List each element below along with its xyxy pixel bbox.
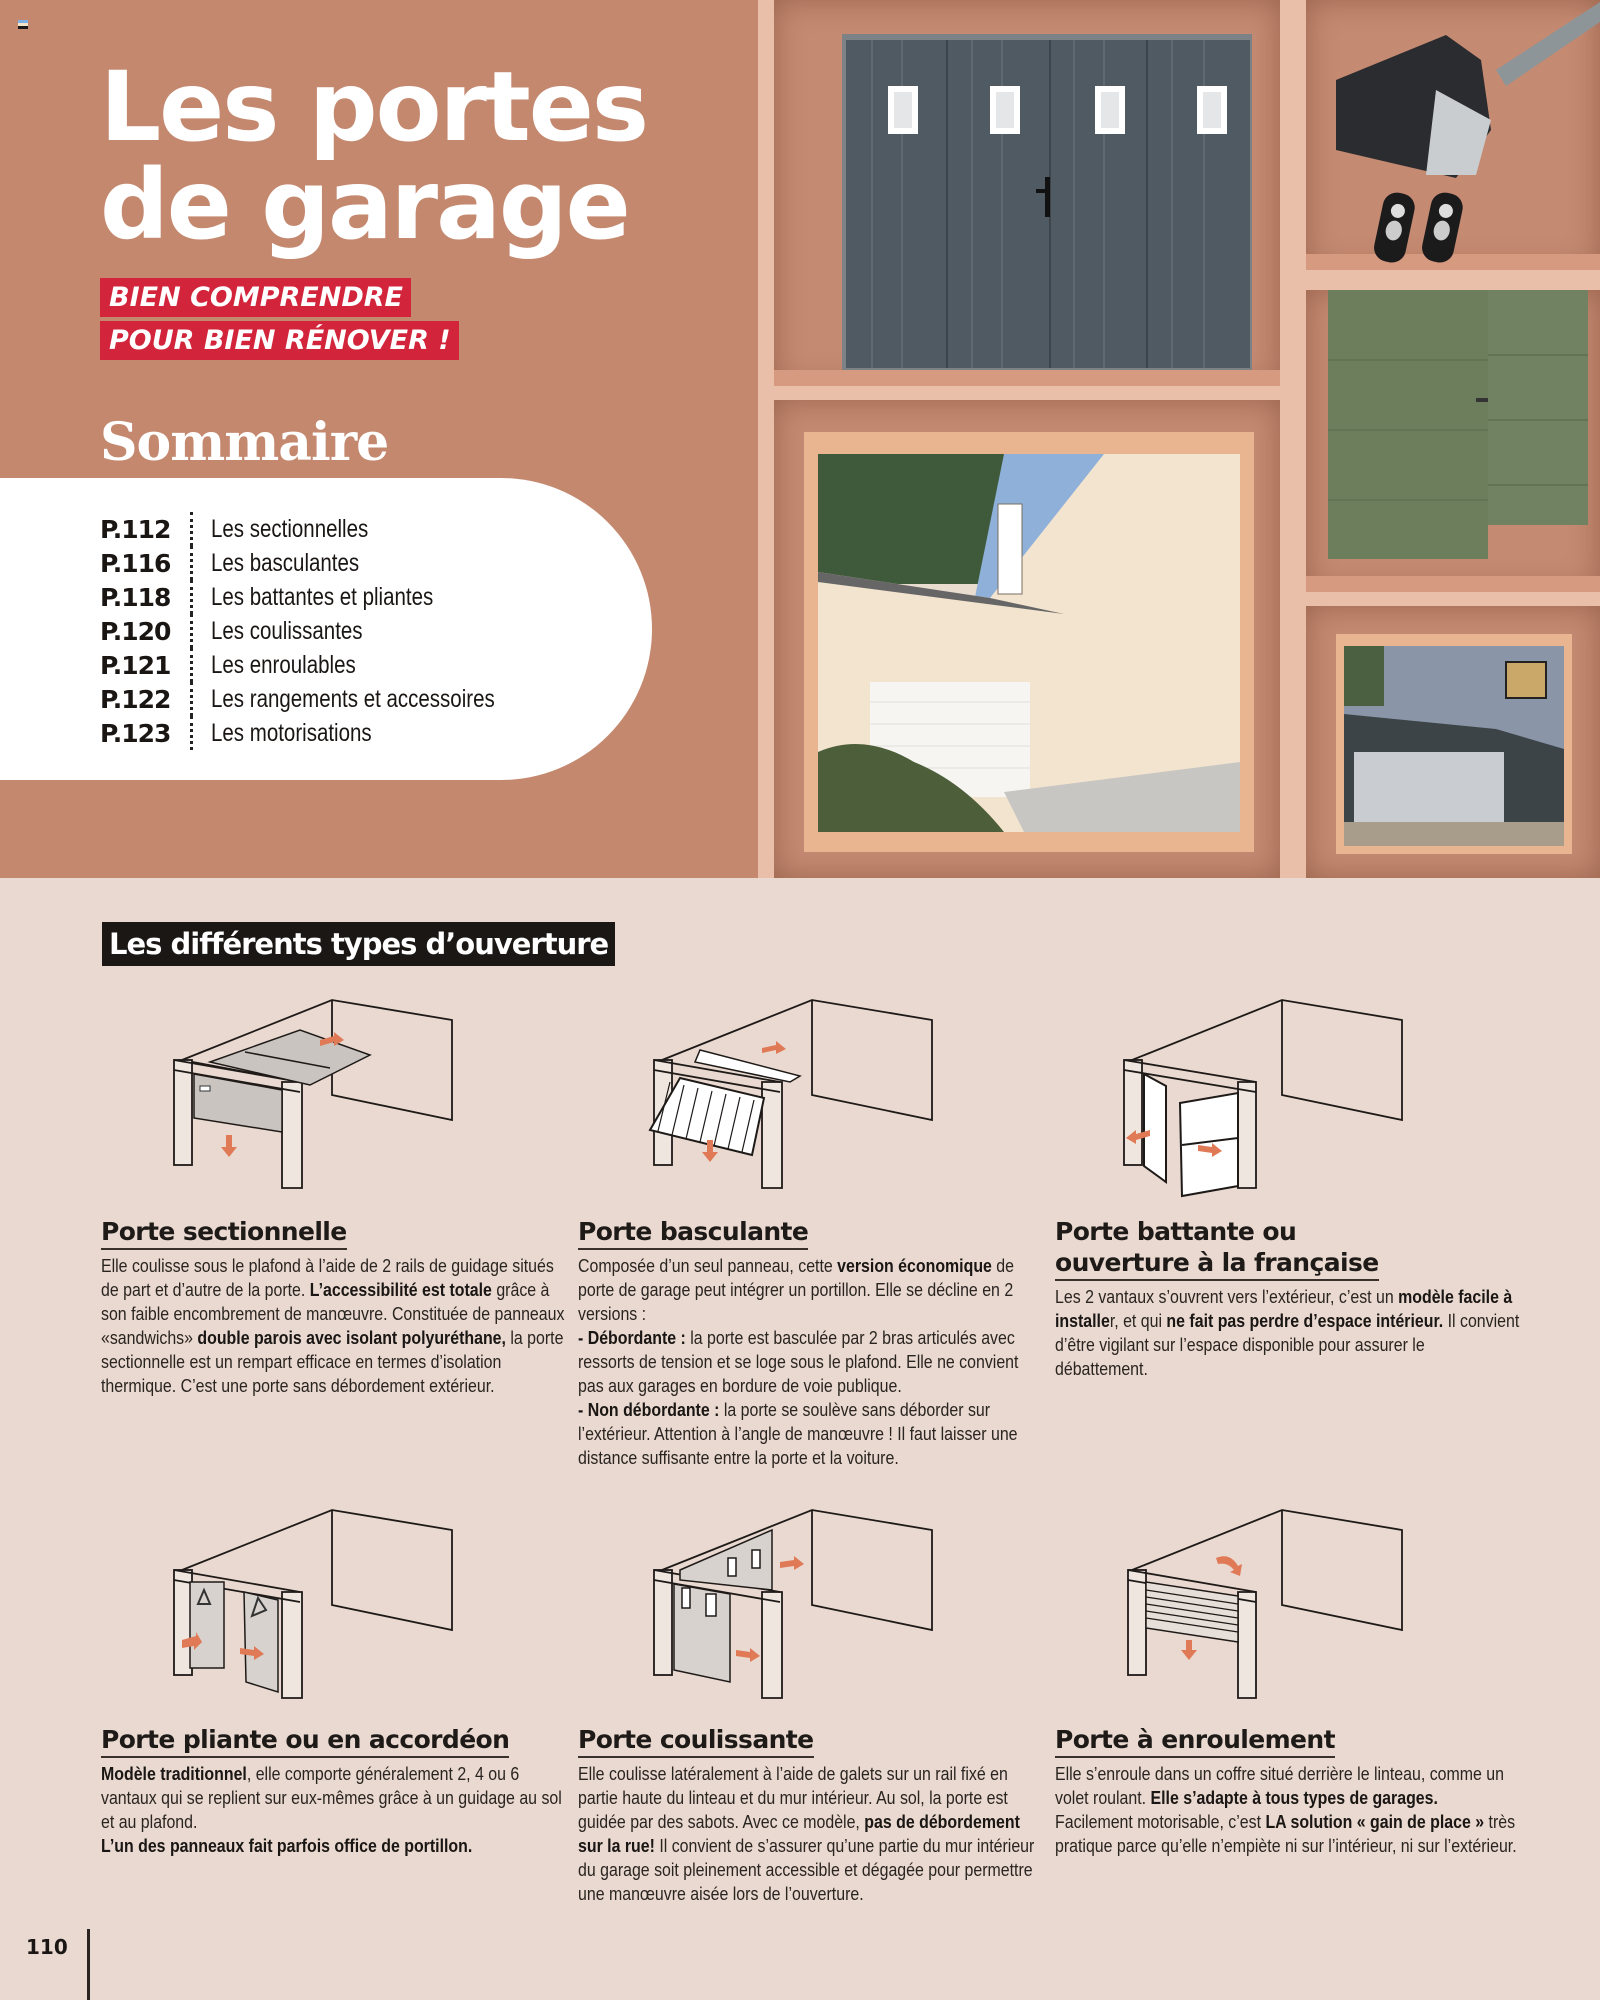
type-sliding bbox=[578, 1724, 1038, 1906]
toc-item[interactable] bbox=[100, 648, 557, 682]
type-title: Porte à enroulement bbox=[1055, 1724, 1335, 1758]
type-description: Elle coulisse sous le plafond à l’aide de 2 rails de guidage situés de part et d’autre de la porte. L’accessibilité est totale grâce à son faible encombrement de manœuvre. Constituée de panneaux «sandwichs» double parois avec isolant polyuréthane, la porte sectionnelle est un rempart efficace en termes d’isolation thermique. C’est une porte sans débordement extérieur. bbox=[101, 1255, 565, 1396]
type-folding bbox=[101, 1724, 561, 1858]
dotted-separator bbox=[190, 682, 193, 716]
sectional-door-illustration bbox=[160, 990, 470, 1200]
toc-page: P.120 bbox=[100, 616, 171, 646]
sliding-door-illustration bbox=[640, 1500, 950, 1710]
toc-item[interactable] bbox=[100, 546, 557, 580]
page-number: 110 bbox=[26, 1935, 68, 1959]
toc-label: Les sectionnelles bbox=[211, 514, 369, 543]
table-of-contents bbox=[100, 512, 557, 750]
toc-label: Les battantes et pliantes bbox=[211, 582, 434, 611]
type-title: Porte coulissante bbox=[578, 1724, 814, 1758]
flag-icon bbox=[18, 20, 28, 29]
toc-item[interactable] bbox=[100, 580, 557, 614]
type-title: Porte basculante bbox=[578, 1216, 808, 1250]
type-description: Modèle traditionnel, elle comporte généralement 2, 4 ou 6 vantaux qui se replient sur eux-mêmes grâce à un guidage au sol et au plafond. L’un des panneaux fait parfois office de portillon. bbox=[101, 1763, 562, 1856]
toc-page: P.116 bbox=[100, 548, 171, 578]
toc-label: Les motorisations bbox=[211, 718, 372, 747]
toc-page: P.118 bbox=[100, 582, 171, 612]
type-title: Porte pliante ou en accordéon bbox=[101, 1724, 509, 1758]
toc-label: Les enroulables bbox=[211, 650, 356, 679]
shelf bbox=[774, 370, 1280, 386]
type-swing bbox=[1055, 1216, 1520, 1381]
swing-door-illustration bbox=[1110, 990, 1420, 1200]
page-title bbox=[100, 51, 647, 261]
type-title: Porte sectionnelle bbox=[101, 1216, 347, 1250]
white-sectional-door-image bbox=[804, 432, 1254, 852]
type-description: Composée d’un seul panneau, cette version économique de porte de garage peut intégrer un portillon. Elle se décline en 2 versions : - Débordante : la porte est basculée par 2 bras articulés avec ressorts de tension et se loge sous le plafond. Elle ne convient pas aux garages en bordure de voie publique. - Non débordante : la porte se soulève sans déborder sur l’extérieur. Attention à l’angle de manœuvre ! Il faut laisser une distance suffisante entre la porte et la voiture. bbox=[578, 1255, 1019, 1468]
toc-item[interactable] bbox=[100, 512, 557, 546]
type-sectional bbox=[101, 1216, 565, 1398]
dotted-separator bbox=[190, 648, 193, 682]
garage-motor-image bbox=[1306, 0, 1600, 270]
photo-grid bbox=[758, 0, 1600, 878]
dotted-separator bbox=[190, 716, 193, 750]
toc-page: P.123 bbox=[100, 718, 171, 748]
photo-cell-modern-house bbox=[1306, 606, 1600, 878]
summary-title: Sommaire bbox=[100, 412, 389, 473]
green-door-image bbox=[1328, 290, 1590, 560]
dotted-separator bbox=[190, 546, 193, 580]
tagline bbox=[100, 278, 459, 364]
type-description: Elle coulisse latéralement à l’aide de galets sur un rail fixé en partie haute du linteau et du mur intérieur. Au sol, la porte est guidée par des sabots. Avec ce modèle, pas de débordement sur la rue! Il convient de s’assurer qu’une partie du mur intérieur du garage soit pleinement accessible et dégagée pour permettre une manœuvre aisée lors de l’ouverture. bbox=[578, 1763, 1035, 1904]
modern-roller-door-image bbox=[1336, 634, 1572, 854]
title-line-1: Les portes bbox=[100, 51, 647, 163]
page-divider bbox=[87, 1929, 90, 2000]
toc-page: P.112 bbox=[100, 514, 171, 544]
folding-door-illustration bbox=[160, 1500, 470, 1710]
type-title: Porte battante ou ouverture à la française bbox=[1055, 1216, 1379, 1281]
dotted-separator bbox=[190, 614, 193, 648]
toc-item[interactable] bbox=[100, 614, 557, 648]
title-line-2: de garage bbox=[100, 149, 629, 261]
toc-label: Les basculantes bbox=[211, 548, 360, 577]
type-description: Elle s’enroule dans un coffre situé derrière le linteau, comme un volet roulant. Elle s’adapte à tous types de garages. Facilement motorisable, c’est LA solution « gain de place » très pratique parce qu’elle n’empiète ni sur l’intérieur, ni sur l’extérieur. bbox=[1055, 1763, 1517, 1856]
toc-label: Les rangements et accessoires bbox=[211, 684, 495, 713]
photo-cell-grey-door bbox=[774, 0, 1280, 386]
toc-item[interactable] bbox=[100, 716, 557, 750]
photo-cell-motor bbox=[1306, 0, 1600, 270]
up-and-over-door-illustration bbox=[640, 990, 950, 1200]
toc-item[interactable] bbox=[100, 682, 557, 716]
photo-cell-house bbox=[774, 400, 1280, 878]
type-up-and-over bbox=[578, 1216, 1038, 1470]
dotted-separator bbox=[190, 580, 193, 614]
tagline-line-1: BIEN COMPRENDRE bbox=[100, 278, 411, 317]
toc-label: Les coulissantes bbox=[211, 616, 363, 645]
dotted-separator bbox=[190, 512, 193, 546]
toc-page: P.122 bbox=[100, 684, 171, 714]
grey-swing-door-image bbox=[842, 34, 1252, 370]
tagline-line-2: POUR BIEN RÉNOVER ! bbox=[100, 321, 459, 360]
section-title: Les différents types d’ouverture bbox=[102, 922, 615, 966]
toc-page: P.121 bbox=[100, 650, 171, 680]
shelf bbox=[1306, 576, 1600, 592]
type-description: Les 2 vantaux s’ouvrent vers l’extérieur, c’est un modèle facile à installer, et qui ne fait pas perdre d’espace intérieur. Il convient d’être vigilant sur l’espace disponible pour assurer le débattement. bbox=[1055, 1286, 1520, 1379]
roller-door-illustration bbox=[1110, 1500, 1420, 1710]
type-roller bbox=[1055, 1724, 1515, 1858]
photo-cell-green-door bbox=[1306, 290, 1600, 592]
hero-section bbox=[0, 0, 1600, 878]
